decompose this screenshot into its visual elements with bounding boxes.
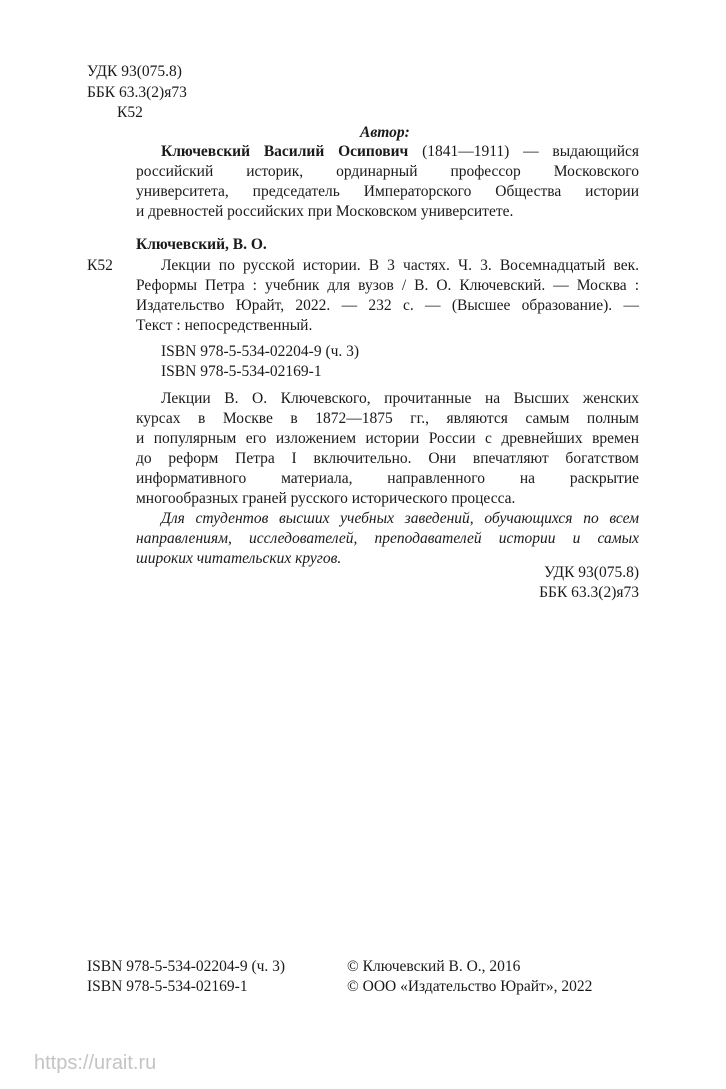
record-line: Реформы Петра : учебник для вузов / В. О. Ключевский. — Москва : (136, 277, 639, 294)
author-bio-line: университета, председатель Императорского Общества истории (136, 183, 639, 200)
footer-isbn: ISBN 978-5-534-02169-1 (87, 978, 248, 995)
record-isbn: ISBN 978-5-534-02204-9 (ч. 3) (161, 343, 360, 360)
annotation-bbk: ББК 63.3(2)я73 (539, 584, 639, 601)
annotation-udk: УДК 93(075.8) (544, 564, 639, 581)
author-label: Автор: (360, 124, 410, 141)
record-author-sign: К52 (87, 257, 113, 274)
audience-line: Для студентов высших учебных заведений, обучающихся по всем (161, 510, 639, 527)
annotation-line: до реформ Петра I включительно. Они впечатляют богатством (136, 450, 639, 467)
record-isbn: ISBN 978-5-534-02169-1 (161, 363, 322, 380)
footer-copyright: © Ключевский В. О., 2016 (347, 958, 521, 975)
audience-line: широких читательских кругов. (136, 550, 342, 567)
footer-isbn: ISBN 978-5-534-02204-9 (ч. 3) (87, 958, 286, 975)
author-bio-line: российский историк, ординарный профессор Московского (136, 163, 639, 180)
annotation-line: Лекции В. О. Ключевского, прочитанные на Высших женских (161, 390, 639, 407)
annotation-line: многообразных граней русского исторического процесса. (136, 490, 516, 507)
record-line: Издательство Юрайт, 2022. — 232 с. — (Высшее образование). — (136, 297, 639, 314)
footer-copyright: © ООО «Издательство Юрайт», 2022 (347, 978, 593, 995)
author-bio-start: (1841—1911) — выдающийся (422, 143, 640, 160)
author-sign: К52 (117, 104, 143, 121)
watermark-url: https://urait.ru (34, 1052, 157, 1074)
bbk-code: ББК 63.3(2)я73 (87, 84, 187, 101)
author-bio-line: и древностей российских при Московском университете. (136, 203, 514, 220)
annotation-line: курсах в Москве в 1872—1875 гг., являются самым полным (136, 410, 639, 427)
audience-line: направлениям, исследователей, преподавателей истории и самых (136, 530, 639, 547)
record-heading: Ключевский, В. О. (136, 236, 267, 253)
record-line: Текст : непосредственный. (136, 317, 313, 334)
author-line-1 (161, 142, 639, 162)
udk-code: УДК 93(075.8) (87, 63, 182, 80)
author-name: Ключевский Василий Осипович (161, 143, 409, 160)
record-line: Лекции по русской истории. В 3 частях. Ч. 3. Восемнадцатый век. (161, 257, 639, 274)
annotation-line: информативного материала, направленного на раскрытие (136, 470, 639, 487)
annotation-line: и популярным его изложением истории России с древнейших времен (136, 430, 639, 447)
